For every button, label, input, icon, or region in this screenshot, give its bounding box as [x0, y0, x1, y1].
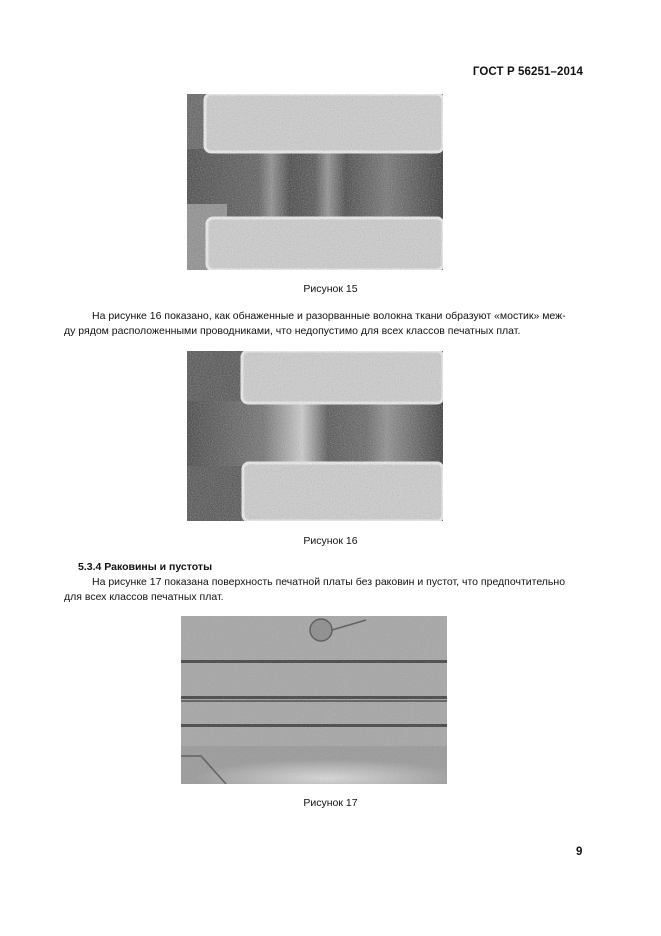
paragraph-line: для всех классов печатных плат.: [64, 591, 224, 603]
figure-16-caption: Рисунок 16: [303, 535, 358, 547]
figure-15-photo: [187, 94, 443, 270]
figure-16-photo: [187, 351, 443, 521]
document-code: ГОСТ Р 56251–2014: [472, 66, 583, 78]
figure-17-caption: Рисунок 17: [303, 797, 358, 809]
paragraph-figure-16-description-cont: [64, 324, 583, 339]
paragraph-line: На рисунке 17 показана поверхность печатной платы без раковин и пустот, что предпочтительно: [92, 576, 566, 588]
paragraph-figure-17-description-cont: [64, 590, 583, 605]
page-number: 9: [576, 846, 583, 858]
figure-17-photo: [181, 616, 447, 784]
paragraph-line: На рисунке 16 показано, как обнаженные и разорванные волокна ткани образуют «мостик» меж-: [92, 310, 566, 322]
paragraph-line: ду рядом расположенными проводниками, что недопустимо для всех классов печатных плат.: [64, 325, 521, 337]
paragraph-figure-17-description: [78, 575, 583, 590]
paragraph-figure-16-description: [78, 309, 583, 324]
section-heading: 5.3.4 Раковины и пустоты: [78, 561, 213, 573]
figure-15-caption: Рисунок 15: [303, 283, 358, 295]
